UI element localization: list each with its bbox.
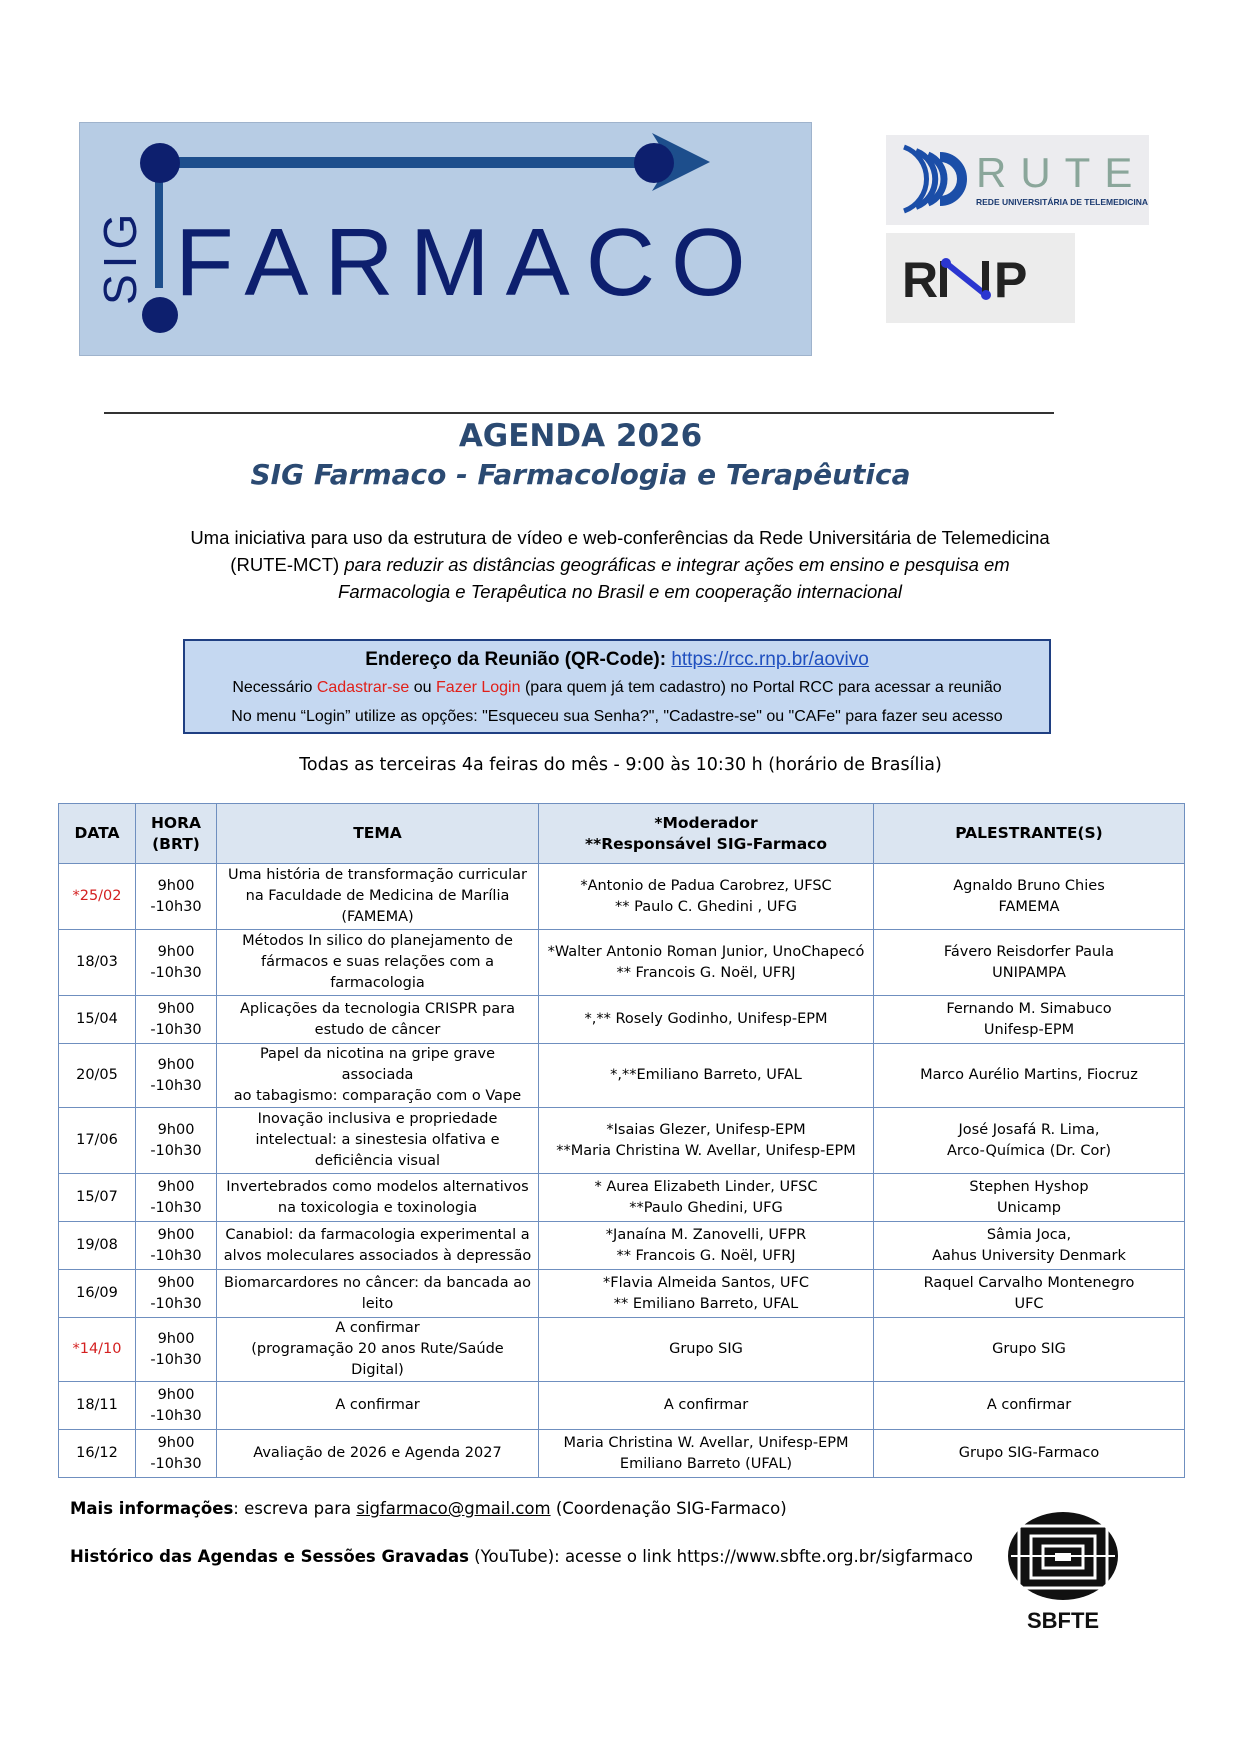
cell-topic-line: Avaliação de 2026 e Agenda 2027 [253, 1445, 502, 1461]
cell-speaker-line: Fávero Reisdorfer Paula [943, 943, 1115, 960]
cell-speaker [874, 996, 1185, 1044]
cell-moderator-line: *,** Rosely Godinho, Unifesp-EPM [584, 1011, 828, 1027]
cell-topic-line: (programação 20 anos Rute/Saúde Digital) [251, 1341, 504, 1378]
cell-date: 16/09 [59, 1270, 136, 1318]
rute-logo [886, 135, 1149, 225]
cell-speaker [874, 1382, 1185, 1430]
cell-time-end: -10h30 [150, 1247, 202, 1264]
cell-time-start: 9h00 [157, 1386, 195, 1403]
more-info-line [70, 1499, 787, 1518]
cell-topic-line: Uma história de transformação curricular [228, 867, 527, 883]
cell-moderator [539, 996, 874, 1044]
cell-speaker-line: Unifesp-EPM [983, 1021, 1075, 1038]
header-date: DATA [59, 804, 136, 864]
table-row [59, 1044, 1185, 1108]
header-time [136, 804, 217, 864]
cell-moderator [539, 864, 874, 930]
cell-speaker-line: Grupo SIG [992, 1341, 1066, 1357]
cell-topic [217, 1222, 539, 1270]
cell-time-end: -10h30 [150, 1199, 202, 1216]
cell-moderator-line: *,**Emiliano Barreto, UFAL [610, 1067, 802, 1083]
cell-moderator [539, 1430, 874, 1478]
contact-email-link[interactable]: sigfarmaco@gmail.com [356, 1499, 551, 1518]
table-row [59, 1318, 1185, 1382]
cell-moderator-line: *Flavia Almeida Santos, UFC [602, 1274, 810, 1291]
cell-moderator [539, 1318, 874, 1382]
history-line [70, 1547, 973, 1566]
intro-paragraph [180, 524, 1060, 605]
cell-moderator-line: **Paulo Ghedini, UFG [629, 1199, 783, 1216]
table-row [59, 1382, 1185, 1430]
cell-speaker-line: UNIPAMPA [992, 964, 1066, 981]
cell-speaker-line: Raquel Carvalho Montenegro [923, 1274, 1135, 1291]
cell-moderator-line: Grupo SIG [669, 1341, 743, 1357]
cell-topic-line: farmacologia [330, 975, 425, 991]
cell-date: 15/07 [59, 1174, 136, 1222]
cell-topic-line: deficiência visual [314, 1153, 441, 1169]
cell-topic-line: A confirmar [335, 1397, 420, 1413]
cell-time-start: 9h00 [157, 1178, 195, 1195]
header-topic: TEMA [217, 804, 539, 864]
table-row [59, 996, 1185, 1044]
register-suffix-text: (para quem já tem cadastro) no Portal RCC para acessar a reunião [524, 679, 1002, 696]
cell-date: *14/10 [59, 1318, 136, 1382]
sbfte-logo-graphic [997, 1506, 1129, 1634]
cell-topic [217, 930, 539, 996]
cell-time-start: 9h00 [157, 877, 195, 894]
rute-subtitle-text: REDE UNIVERSITÁRIA DE TELEMEDICINA [976, 197, 1149, 207]
history-label: Histórico das Agendas e Sessões Gravadas [70, 1547, 469, 1566]
cell-date: 16/12 [59, 1430, 136, 1478]
cell-moderator-line: ** Paulo C. Ghedini , UFG [615, 898, 797, 915]
cell-topic-line: Aplicações da tecnologia CRISPR para [240, 1000, 515, 1017]
rnp-letter-r: R [902, 252, 939, 308]
cell-topic [217, 1108, 539, 1174]
cell-speaker [874, 864, 1185, 930]
header-time-line1: HORA [150, 813, 202, 832]
cell-date: *25/02 [59, 864, 136, 930]
sig-farmaco-logo-graphic [80, 123, 811, 355]
cell-topic [217, 1430, 539, 1478]
header-time-line2: (BRT) [152, 834, 200, 853]
cell-moderator [539, 1270, 874, 1318]
cell-moderator [539, 1044, 874, 1108]
cell-speaker [874, 1222, 1185, 1270]
cell-time [136, 1270, 217, 1318]
cell-time-start: 9h00 [157, 1000, 195, 1017]
cell-time-end: -10h30 [150, 1021, 202, 1038]
table-row [59, 1108, 1185, 1174]
table-row [59, 1222, 1185, 1270]
cell-moderator-line: *Isaias Glezer, Unifesp-EPM [606, 1121, 806, 1138]
cell-speaker [874, 1108, 1185, 1174]
cell-time-end: -10h30 [150, 1077, 202, 1094]
table-row [59, 1430, 1185, 1478]
cell-topic-line: A confirmar [335, 1320, 420, 1336]
page-subtitle: SIG Farmaco - Farmacologia e Terapêutica [250, 458, 911, 491]
rnp-logo [886, 233, 1075, 323]
cell-topic-line: Métodos In silico do planejamento de [242, 933, 513, 949]
rnp-name-text: RNP [886, 233, 889, 234]
table-row [59, 864, 1185, 930]
cell-moderator [539, 930, 874, 996]
cell-time [136, 864, 217, 930]
agenda-table-body [59, 864, 1185, 1478]
table-row [59, 930, 1185, 996]
cell-speaker-line: Sâmia Joca, [986, 1226, 1072, 1243]
cell-topic-line: Invertebrados como modelos alternativos [226, 1178, 529, 1195]
meeting-url-link[interactable]: https://rcc.rnp.br/aovivo [671, 649, 869, 670]
cell-time-start: 9h00 [157, 1434, 195, 1451]
cell-moderator-line: ** Francois G. Noël, UFRJ [616, 964, 796, 981]
header-moderator-line1: *Moderador [654, 813, 758, 832]
cell-topic-line: na toxicologia e toxinologia [277, 1199, 478, 1216]
cell-topic-line: intelectual: a sinestesia olfativa e [255, 1132, 500, 1148]
cell-time-start: 9h00 [157, 1274, 195, 1291]
cell-topic-line: estudo de câncer [314, 1021, 441, 1038]
cell-speaker [874, 1270, 1185, 1318]
cell-moderator-line: *Walter Antonio Roman Junior, UnoChapecó [547, 943, 865, 960]
meeting-register-line [185, 679, 1049, 697]
cell-topic [217, 1382, 539, 1430]
cell-topic-line: Canabiol: da farmacologia experimental a [225, 1226, 530, 1243]
meeting-info-box [183, 639, 1051, 734]
cell-time-end: -10h30 [150, 1295, 202, 1312]
cell-time [136, 996, 217, 1044]
sbfte-name-text: SBFTE [1026, 1608, 1100, 1633]
cell-moderator-line: **Maria Christina W. Avellar, Unifesp-EPM [556, 1142, 856, 1159]
cell-time-end: -10h30 [150, 898, 202, 915]
cell-moderator [539, 1108, 874, 1174]
intro-plain-text: Uma iniciativa para uso da estrutura de vídeo e web-conferências da Rede Universitária de Telemedicina (RUTE-MCT) [190, 527, 1050, 575]
more-info-label: Mais informações [70, 1499, 234, 1518]
cell-moderator [539, 1222, 874, 1270]
table-row [59, 1270, 1185, 1318]
cell-topic-line: Inovação inclusiva e propriedade [257, 1111, 498, 1127]
cell-time-end: -10h30 [150, 1142, 202, 1159]
cell-speaker-line: UFC [1014, 1295, 1044, 1312]
cell-speaker-line: Marco Aurélio Martins, Fiocruz [920, 1067, 1138, 1083]
cell-time-start: 9h00 [157, 1330, 195, 1347]
intro-italic-text: para reduzir as distâncias geográficas e integrar ações em ensino e pesquisa em Farmacologia e Terapêutica no Brasil e em cooperação internacional [338, 554, 1010, 602]
rute-logo-graphic [886, 135, 1149, 225]
cell-speaker-line: José Josafá R. Lima, [958, 1121, 1100, 1138]
register-or-text: ou [413, 679, 432, 696]
cell-topic [217, 1044, 539, 1108]
meeting-address-label: Endereço da Reunião (QR-Code): [365, 649, 667, 670]
cell-time [136, 1044, 217, 1108]
cell-date: 18/11 [59, 1382, 136, 1430]
cell-topic-line: fármacos e suas relações com a [261, 954, 494, 970]
header-moderator [539, 804, 874, 864]
more-info-text: : escreva para [233, 1499, 357, 1518]
history-text: (YouTube): acesse o link https://www.sbfte.org.br/sigfarmaco [468, 1547, 973, 1566]
agenda-table [58, 803, 1185, 1478]
cell-time [136, 930, 217, 996]
cell-speaker-line: Agnaldo Bruno Chies [953, 877, 1105, 894]
schedule-note: Todas as terceiras 4a feiras do mês - 9:00 às 10:30 h (horário de Brasília) [299, 755, 942, 775]
cell-topic-line: alvos moleculares associados à depressão [223, 1247, 532, 1264]
cell-time [136, 1318, 217, 1382]
cell-time-start: 9h00 [157, 1121, 195, 1138]
cell-topic [217, 1270, 539, 1318]
cell-topic [217, 996, 539, 1044]
cell-time [136, 1174, 217, 1222]
cell-speaker [874, 1318, 1185, 1382]
cell-time-start: 9h00 [157, 943, 195, 960]
sig-farmaco-logo [79, 122, 812, 356]
cell-speaker-line: Stephen Hyshop [969, 1178, 1089, 1195]
cell-topic-line: Papel da nicotina na gripe grave associada [259, 1046, 496, 1083]
cell-speaker-line: Aahus University Denmark [932, 1247, 1126, 1264]
cell-date: 20/05 [59, 1044, 136, 1108]
cell-time [136, 1108, 217, 1174]
cell-date: 15/04 [59, 996, 136, 1044]
cell-time-end: -10h30 [150, 1407, 202, 1424]
cell-time [136, 1382, 217, 1430]
cell-date: 19/08 [59, 1222, 136, 1270]
table-header-row [59, 804, 1185, 864]
cell-speaker-line: Arco-Química (Dr. Cor) [947, 1142, 1111, 1159]
meeting-address-line [185, 649, 1049, 671]
sig-name-text: FARMACO [175, 209, 762, 316]
header-moderator-line2: **Responsável SIG-Farmaco [585, 834, 827, 853]
cell-time [136, 1430, 217, 1478]
cell-topic-line: leito [361, 1295, 394, 1312]
title-divider [104, 412, 1054, 414]
cell-topic [217, 864, 539, 930]
page-title: AGENDA 2026 [458, 418, 703, 454]
cell-moderator-line: ** Francois G. Noël, UFRJ [616, 1247, 796, 1264]
cell-time [136, 1222, 217, 1270]
cell-moderator-line: *Janaína M. Zanovelli, UFPR [605, 1226, 807, 1243]
cell-topic [217, 1174, 539, 1222]
register-prefix-text: Necessário [232, 679, 313, 696]
table-row [59, 1174, 1185, 1222]
cell-topic-line: Biomarcardores no câncer: da bancada ao [224, 1274, 531, 1291]
cell-speaker-line: Fernando M. Simabuco [946, 1000, 1112, 1017]
rute-name-text: RUTE [976, 149, 1147, 196]
cell-time-end: -10h30 [150, 964, 202, 981]
cell-moderator-line: A confirmar [663, 1397, 749, 1413]
more-info-suffix: (Coordenação SIG-Farmaco) [550, 1499, 787, 1518]
login-link[interactable]: Fazer Login [436, 679, 521, 696]
cell-moderator-line: ** Emiliano Barreto, UFAL [613, 1295, 799, 1312]
sbfte-logo [997, 1506, 1129, 1634]
cell-topic-line: (FAMEMA) [341, 909, 414, 925]
cell-moderator [539, 1174, 874, 1222]
cell-moderator-line: Maria Christina W. Avellar, Unifesp-EPM [563, 1434, 849, 1451]
meeting-login-help-line: No menu “Login” utilize as opções: "Esqueceu sua Senha?", "Cadastre-se" ou "CAFe" para fazer seu acesso [231, 708, 1003, 725]
cell-speaker-line: Grupo SIG-Farmaco [958, 1445, 1100, 1461]
cell-time-end: -10h30 [150, 1351, 202, 1368]
cell-moderator-line: * Aurea Elizabeth Linder, UFSC [594, 1178, 818, 1195]
cell-speaker [874, 1044, 1185, 1108]
cell-speaker [874, 930, 1185, 996]
rnp-letter-p: P [994, 252, 1028, 308]
cell-date: 18/03 [59, 930, 136, 996]
rnp-logo-graphic [886, 233, 1075, 323]
cell-time-start: 9h00 [157, 1056, 195, 1073]
cell-speaker [874, 1430, 1185, 1478]
cell-moderator-line: *Antonio de Padua Carobrez, UFSC [580, 877, 832, 894]
cell-time-end: -10h30 [150, 1455, 202, 1472]
cell-date: 17/06 [59, 1108, 136, 1174]
cell-speaker-line: A confirmar [986, 1397, 1072, 1413]
header-speaker: PALESTRANTE(S) [874, 804, 1185, 864]
cell-time-start: 9h00 [157, 1226, 195, 1243]
cell-speaker-line: Unicamp [996, 1199, 1062, 1216]
cell-topic-line: na Faculdade de Medicina de Marília [245, 888, 510, 904]
cell-moderator-line: Emiliano Barreto (UFAL) [619, 1455, 793, 1472]
cell-speaker-line: FAMEMA [998, 898, 1060, 915]
cell-moderator [539, 1382, 874, 1430]
register-link[interactable]: Cadastrar-se [316, 679, 410, 696]
cell-topic-line: ao tabagismo: comparação com o Vape [233, 1088, 522, 1104]
cell-speaker [874, 1174, 1185, 1222]
sig-prefix-text: SIG [94, 207, 146, 305]
cell-topic [217, 1318, 539, 1382]
